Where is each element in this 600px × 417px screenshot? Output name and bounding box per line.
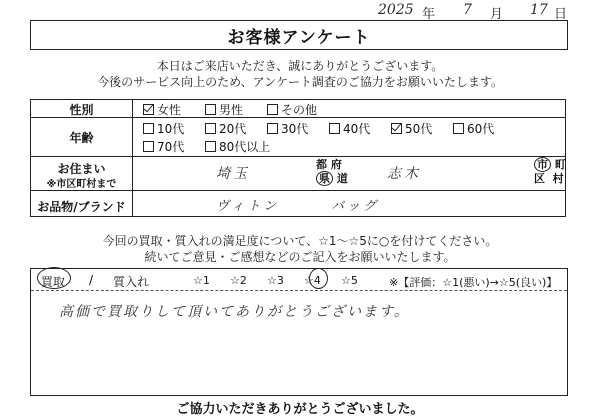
gender-option-female[interactable]: [143, 101, 181, 118]
checkbox[interactable]: [453, 123, 464, 134]
pref-label-fu: 府: [330, 158, 342, 171]
column-divider: [132, 100, 133, 216]
checkbox[interactable]: [267, 104, 278, 115]
star-4-selected[interactable]: ☆4: [304, 274, 321, 287]
prefecture-handwritten: 埼玉: [216, 166, 250, 182]
age-option-selected[interactable]: [391, 120, 432, 137]
checkbox[interactable]: [205, 141, 216, 152]
type-pawn[interactable]: 質入れ: [113, 275, 150, 289]
star-1[interactable]: ☆1: [193, 274, 210, 287]
gender-male-text: 男性: [219, 103, 244, 117]
age-option[interactable]: [143, 120, 184, 137]
star-5[interactable]: ☆5: [341, 274, 358, 287]
city-label-shi-selected: 市: [534, 157, 551, 172]
age-option[interactable]: [329, 120, 370, 137]
city-handwritten: 志木: [387, 166, 421, 182]
pref-label-ken-selected: 県: [316, 171, 333, 186]
row-divider: [31, 156, 565, 157]
thank-you-footer: ご協力いただきありがとうございました。: [176, 402, 424, 417]
age-option[interactable]: [143, 138, 184, 155]
comment-handwritten: 高価で買取りして頂いてありがとうございます。: [59, 304, 410, 320]
gender-female-text: 女性: [157, 103, 182, 117]
type-buy[interactable]: 買取: [41, 275, 66, 289]
city-label-ku: 区: [534, 172, 545, 185]
gender-option-other[interactable]: [267, 101, 317, 118]
checkbox[interactable]: [143, 141, 154, 152]
age-option[interactable]: [205, 120, 246, 137]
row-divider: [31, 190, 565, 191]
prefecture-type-selector: [316, 158, 348, 186]
age-label: 年齢: [69, 131, 94, 145]
rating-row: [31, 269, 567, 291]
age-text: 30代: [281, 122, 309, 136]
address-sub-label: ※市区町村まで: [46, 179, 117, 190]
checkbox-checked[interactable]: [143, 104, 154, 115]
star-3[interactable]: ☆3: [267, 274, 284, 287]
survey-instruction-1: 今回の買取・質入れの満足度について、☆1〜☆5に○を付けてください。: [102, 234, 498, 248]
city-label-mura: 村: [552, 172, 564, 185]
date-day-unit: 日: [554, 7, 568, 22]
checkbox[interactable]: [267, 123, 278, 134]
item-handwritten: バッグ: [331, 199, 380, 214]
age-option[interactable]: [267, 120, 308, 137]
gender-other-text: その他: [281, 103, 318, 117]
intro-line-2: 今後のサービス向上のため、アンケート調査のご協力をお願いいたします。: [97, 75, 503, 89]
age-text: 20代: [219, 122, 247, 136]
city-label-machi: 町: [554, 158, 566, 171]
survey-instruction-2: 続いてご意見・ご感想などのご記入をお願いいたします。: [144, 250, 456, 264]
address-label: お住まい: [57, 162, 106, 176]
star-2[interactable]: ☆2: [230, 274, 247, 287]
item-brand-label: お品物/ブランド: [37, 200, 126, 214]
age-text: 80代以上: [219, 140, 271, 154]
brand-handwritten: ヴィトン: [216, 199, 280, 214]
checkbox-checked[interactable]: [391, 123, 402, 134]
gender-option-male[interactable]: [205, 101, 243, 118]
checkbox[interactable]: [205, 104, 216, 115]
pref-label-to: 都: [316, 158, 327, 171]
checkbox[interactable]: [143, 123, 154, 134]
pref-label-do: 道: [336, 172, 348, 185]
form-title: お客様アンケート: [30, 20, 568, 50]
gender-label: 性別: [69, 103, 94, 117]
rating-scale-note: ※【評価：☆1(悪い)→☆5(良い)】: [389, 276, 558, 289]
date-day: 17: [530, 2, 548, 18]
age-option[interactable]: [453, 120, 494, 137]
age-text: 60代: [467, 122, 495, 136]
intro-line-1: 本日はご来店いただき、誠にありがとうございます。: [156, 59, 444, 73]
age-option[interactable]: [205, 138, 270, 155]
checkbox[interactable]: [205, 123, 216, 134]
age-text: 40代: [343, 122, 371, 136]
age-text: 70代: [157, 140, 185, 154]
date-year-unit: 年: [422, 7, 436, 22]
date-year: 2025: [378, 2, 414, 18]
star-4-circle: [309, 268, 328, 289]
type-separator: /: [89, 273, 94, 287]
checkbox[interactable]: [329, 123, 340, 134]
customer-info-table: [30, 99, 566, 217]
type-buy-circle: [37, 267, 71, 289]
date-month: 7: [463, 2, 472, 18]
date-month-unit: 月: [490, 7, 504, 22]
rating-comment-box: [30, 268, 568, 396]
age-text: 10代: [157, 122, 185, 136]
city-type-selector: [534, 158, 566, 186]
age-text: 50代: [405, 122, 433, 136]
